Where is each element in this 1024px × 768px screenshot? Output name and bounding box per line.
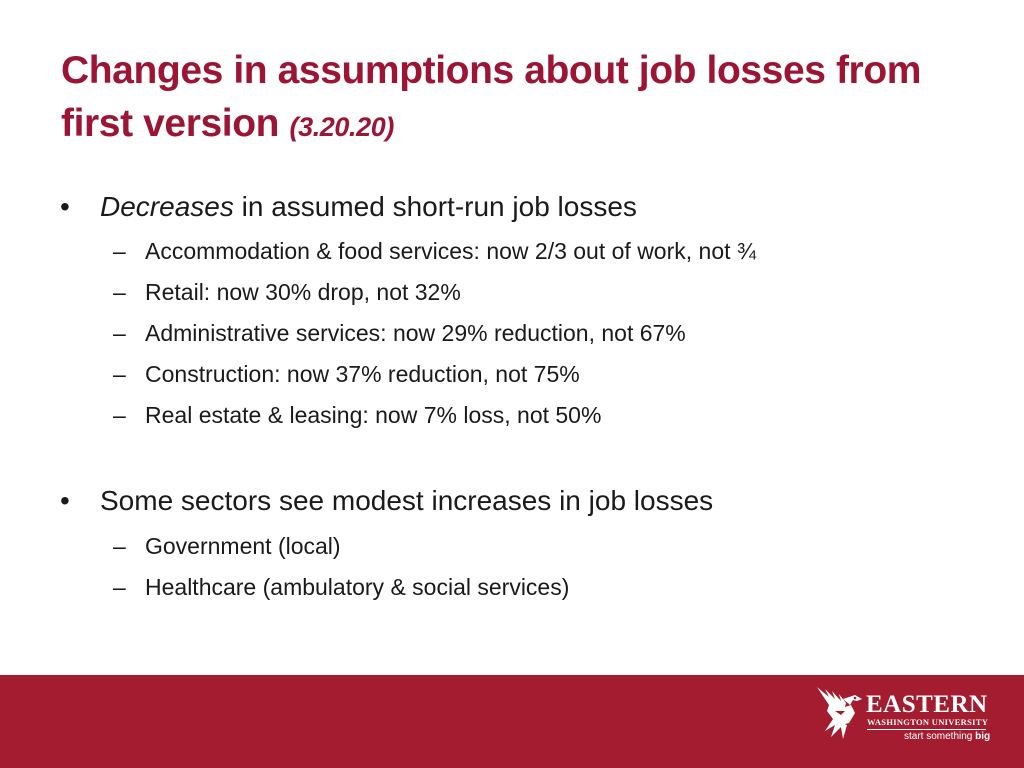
sub-bullet-text: Government (local) [145, 533, 341, 559]
sub-bullet-text: Retail: now 30% drop, not 32% [145, 279, 461, 305]
logo-tagline-emph: big [975, 731, 991, 742]
logo-divider [867, 729, 986, 730]
sub-bullet-text: Administrative services: now 29% reduction, not 67% [145, 320, 686, 346]
bullet-emphasis: Decreases [100, 191, 234, 222]
bullet-dot: • [60, 485, 70, 516]
sub-bullet-text: Construction: now 37% reduction, not 75% [145, 361, 580, 387]
logo-tagline [904, 731, 990, 742]
slide-title [61, 44, 981, 154]
logo-tagline-prefix: start something [904, 731, 973, 742]
slide-title-date: (3.20.20) [289, 112, 394, 142]
bullet-text: Some sectors see modest increases in job losses [100, 485, 714, 516]
dash-glyph: – [113, 574, 126, 600]
sub-bullet-text: Accommodation & food services: now 2/3 out of work, not ¾ [145, 238, 757, 264]
logo-subtitle: WASHINGTON UNIVERSITY [867, 717, 989, 727]
dash-glyph: – [113, 238, 126, 264]
dash-glyph: – [113, 279, 126, 305]
dash-glyph: – [113, 533, 126, 559]
dash-glyph: – [113, 361, 126, 387]
sub-bullet-text: Real estate & leasing: now 7% loss, not 50% [145, 402, 602, 428]
dash-glyph: – [113, 402, 126, 428]
logo-wordmark: EASTERN [866, 691, 988, 718]
slide-title-main: Changes in assumptions about job losses from first version [61, 49, 922, 145]
bullet-dot: • [60, 191, 70, 222]
bullet-rest: in assumed short-run job losses [233, 191, 637, 222]
dash-glyph: – [113, 320, 126, 346]
bullet-text [100, 190, 637, 224]
sub-bullet-text: Healthcare (ambulatory & social services) [145, 574, 570, 600]
